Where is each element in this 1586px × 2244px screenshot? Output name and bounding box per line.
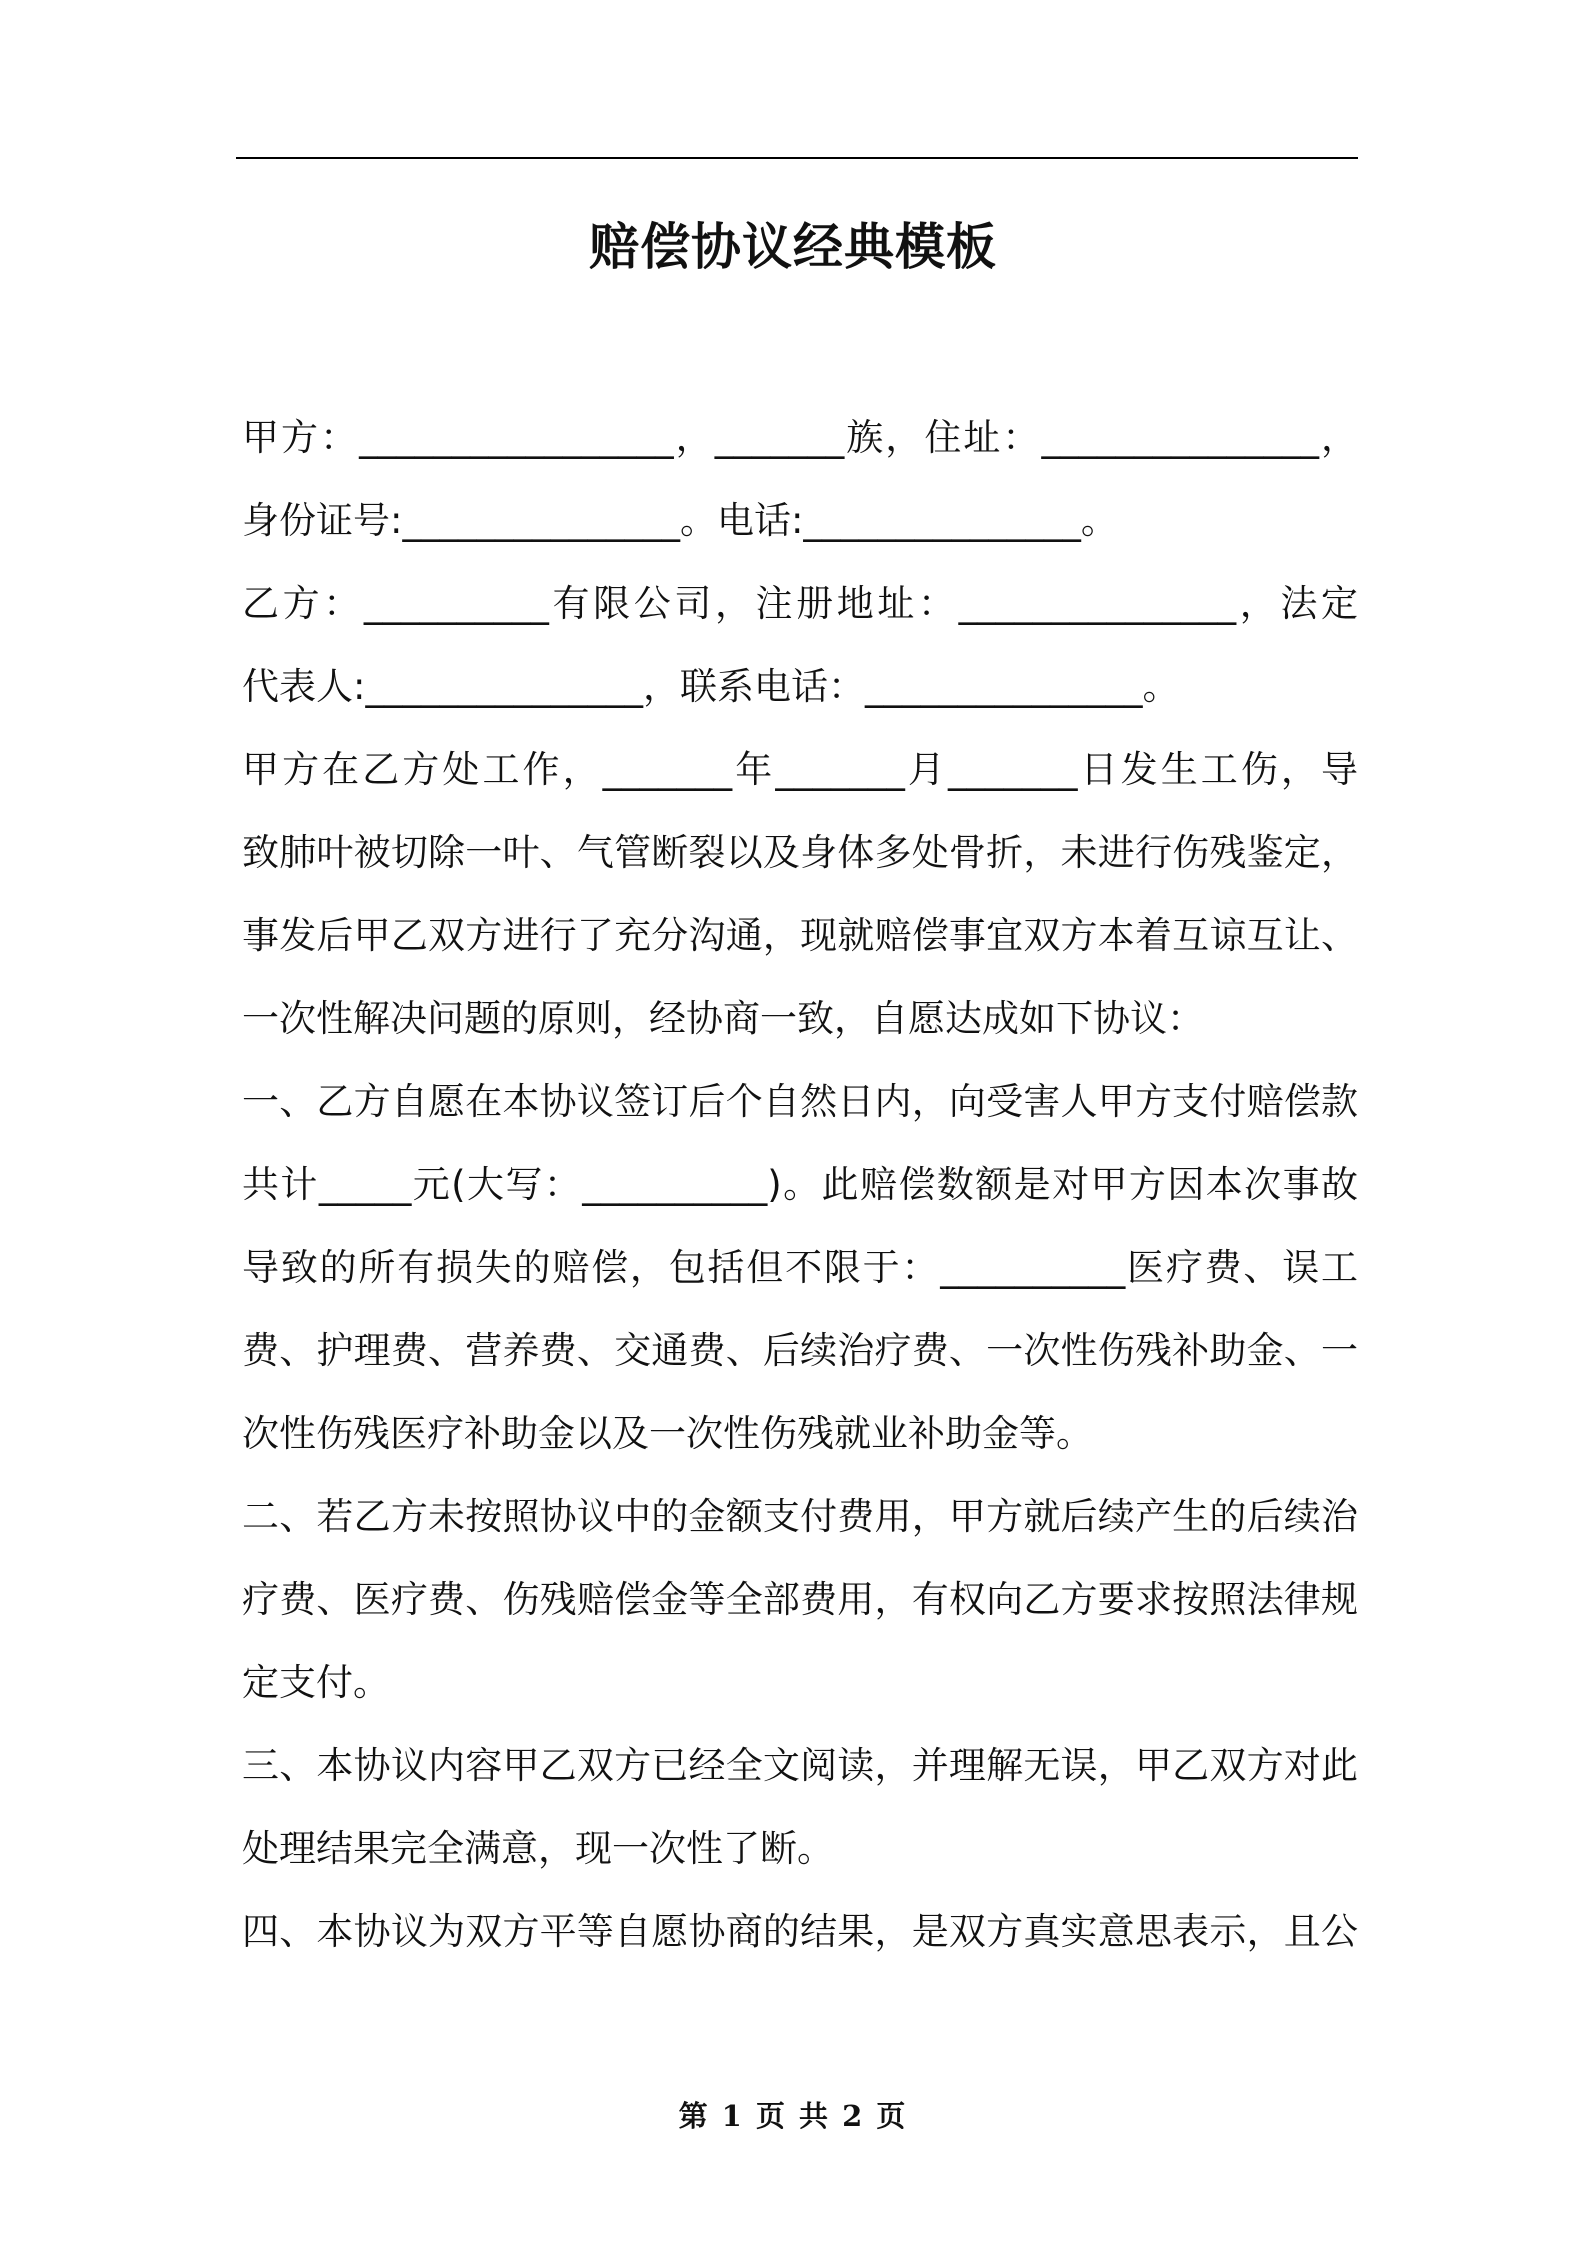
clause-2-line-1: 二、若乙方未按照协议中的金额支付费用，甲方就后续产生的后续治 (242, 1495, 1358, 1538)
party-a-line-2: 身份证号:_______________。电话:_______________。 (242, 499, 1118, 542)
clause-3-line-2: 处理结果完全满意，现一次性了断。 (242, 1827, 834, 1870)
clause-4-line-1: 四、本协议为双方平等自愿协商的结果，是双方真实意思表示，且公 (242, 1910, 1358, 1953)
clause-3-line-1: 三、本协议内容甲乙双方已经全文阅读，并理解无误，甲乙双方对此 (242, 1744, 1358, 1787)
clause-1-line-4: 费、护理费、营养费、交通费、后续治疗费、一次性伤残补助金、一 (242, 1329, 1358, 1372)
clause-2-line-3: 定支付。 (242, 1661, 390, 1704)
clause-1-line-3: 导致的所有损失的赔偿，包括但不限于：__________医疗费、误工 (242, 1246, 1358, 1289)
party-a-line-1: 甲方：_________________，_______族，住址：_______________， (242, 416, 1358, 459)
preamble-line-3: 事发后甲乙双方进行了充分沟通，现就赔偿事宜双方本着互谅互让、 (242, 914, 1358, 957)
preamble-line-4: 一次性解决问题的原则，经协商一致，自愿达成如下协议： (242, 997, 1204, 1040)
clause-1-line-5: 次性伤残医疗补助金以及一次性伤残就业补助金等。 (242, 1412, 1093, 1455)
preamble-line-1: 甲方在乙方处工作，_______年_______月_______日发生工伤，导 (242, 748, 1358, 791)
clause-1-line-1: 一、乙方自愿在本协议签订后个自然日内，向受害人甲方支付赔偿款 (242, 1080, 1358, 1123)
document-title: 赔偿协议经典模板 (589, 218, 997, 276)
clause-2-line-2: 疗费、医疗费、伤残赔偿金等全部费用，有权向乙方要求按照法律规 (242, 1578, 1358, 1621)
preamble-line-2: 致肺叶被切除一叶、气管断裂以及身体多处骨折，未进行伤残鉴定， (242, 831, 1358, 874)
party-b-line-1: 乙方：__________有限公司，注册地址：_______________，法定 (242, 582, 1358, 625)
header-rule (236, 157, 1358, 159)
page-number-footer: 第 1 页 共 2 页 (678, 2099, 908, 2133)
party-b-line-2: 代表人:_______________，联系电话：_______________。 (242, 665, 1180, 708)
clause-1-line-2: 共计_____元(大写：__________)。此赔偿数额是对甲方因本次事故 (242, 1163, 1358, 1206)
